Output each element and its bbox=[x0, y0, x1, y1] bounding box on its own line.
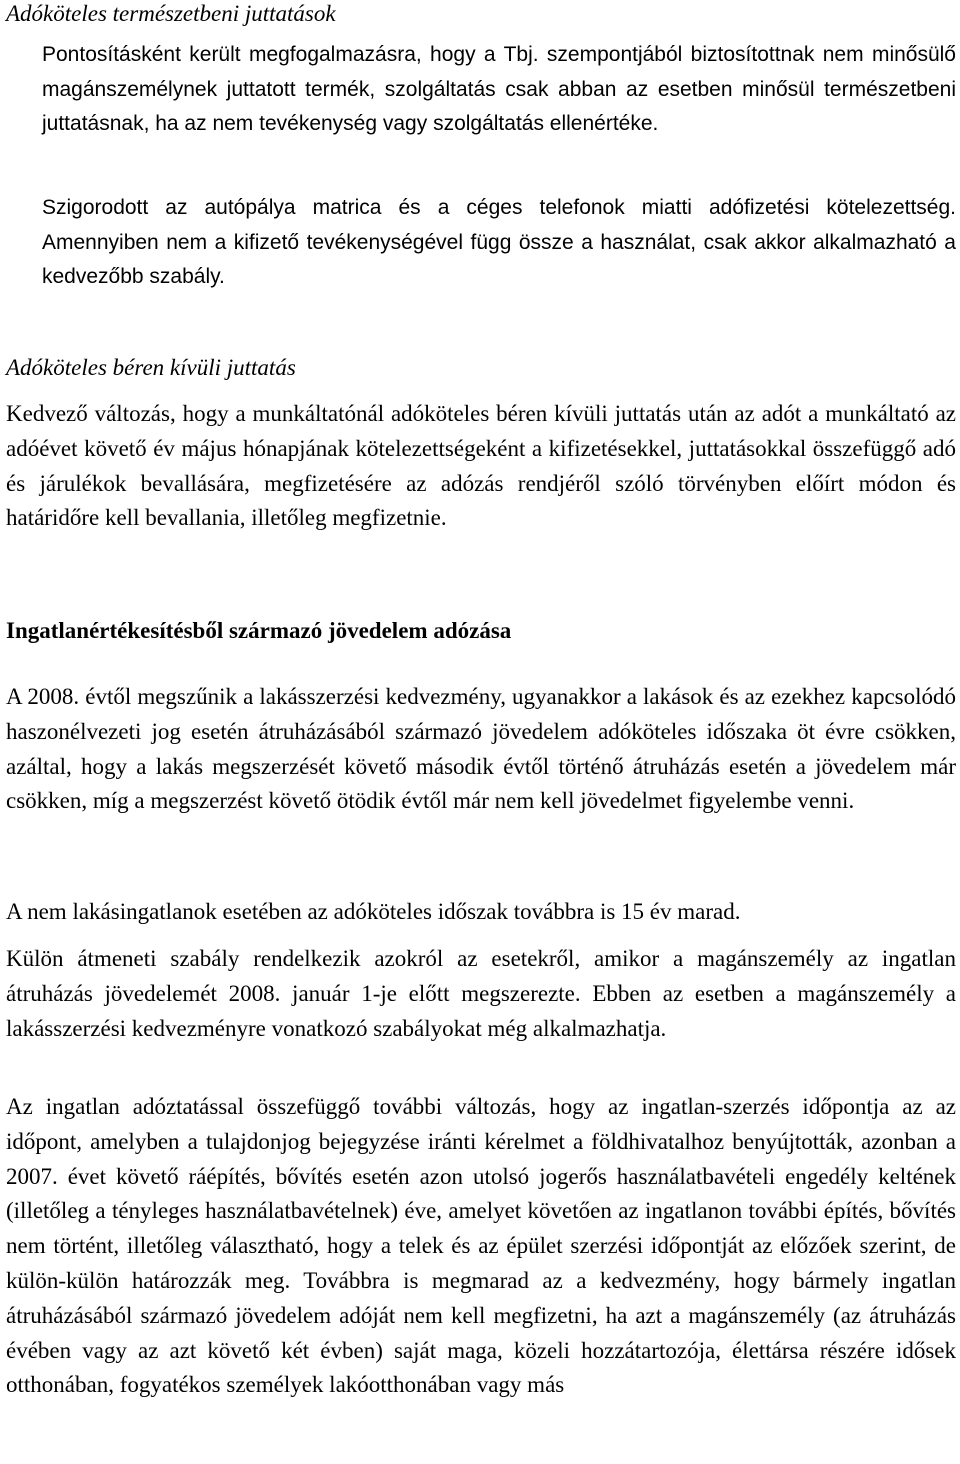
heading-non-wage-benefit: Adóköteles béren kívüli juttatás bbox=[6, 355, 296, 380]
paragraph-non-wage-benefit-1: Kedvező változás, hogy a munkáltatónál adóköteles béren kívüli juttatás után az adót a munkáltató az adóévet követő év május hónapjának kötelezettségeként a kifizetésekkel, juttatásokkal összefüggő adó és járulékok bevallására, megfizetésére az adózás rendjéről szóló törvényben előírt módon és határidőre kell bevallania, illetőleg megfizetnie. bbox=[6, 401, 956, 531]
heading-real-estate: Ingatlanértékesítésből származó jövedelem adózása bbox=[6, 618, 512, 643]
paragraph-real-estate-2: A nem lakásingatlanok esetében az adóköteles időszak továbbra is 15 év marad. bbox=[6, 899, 741, 924]
paragraph-natural-benefits-2: Szigorodott az autópálya matrica és a céges telefonok miatti adófizetési kötelezettség. Amennyiben nem a kifizető tevékenységével függ össze a használat, csak akkor alkalmazható a kedvezőbb szabály. bbox=[42, 196, 956, 288]
paragraph-real-estate-3: Külön átmeneti szabály rendelkezik azokról az esetekről, amikor a magánszemély az ingatlan átruházás jövedelemét 2008. január 1-je előtt megszerezte. Ebben az esetben a magánszemély a lakásszerzési kedvezményre vonatkozó szabályokat még alkalmazhatja. bbox=[6, 946, 956, 1041]
paragraph-real-estate-4: Az ingatlan adóztatással összefüggő további változás, hogy az ingatlan-szerzés időpontja az az időpont, amelyben a tulajdonjog bejegyzése iránti kérelmet a földhivatalhoz benyújtották, azonban a 2007. évet követő ráépítés, bővítés esetén azon utolsó jogerős használatbavételi engedély keltének (illetőleg a tényleges használatbavételnek) éve, amelyet követően az ingatlanon további építés, bővítés nem történt, illetőleg választható, hogy a telek és az épület szerzési időpontját az előzőek szerint, de külön-külön határozzák meg. Továbbra is megmarad az a kedvezmény, hogy bármely ingatlan átruházásából származó jövedelem adóját nem kell megfizetni, ha azt a magánszemély (az átruházás évében vagy az azt követő két évben) saját maga, közeli hozzátartozója, élettársa részére idősek otthonában, fogyatékos személyek lakóotthonában vagy más bbox=[6, 1094, 956, 1398]
heading-natural-benefits: Adóköteles természetbeni juttatások bbox=[6, 1, 336, 26]
paragraph-real-estate-1: A 2008. évtől megszűnik a lakásszerzési kedvezmény, ugyanakkor a lakások és az ezekhez kapcsolódó haszonélvezeti jog esetén átruházásából származó jövedelem adóköteles időszaka öt évre csökken, azáltal, hogy a lakás megszerzését követő második évtől történő átruházás esetén a jövedelem már csökken, míg a megszerzést követő ötödik évtől már nem kell jövedelmet figyelembe venni. bbox=[6, 684, 956, 814]
paragraph-natural-benefits-1: Pontosításként került megfogalmazásra, hogy a Tbj. szempontjából biztosítottnak nem minősülő magánszemélynek juttatott termék, szolgáltatás csak abban az esetben minősül természetbeni juttatásnak, ha az nem tevékenység vagy szolgáltatás ellenértéke. bbox=[42, 43, 956, 135]
